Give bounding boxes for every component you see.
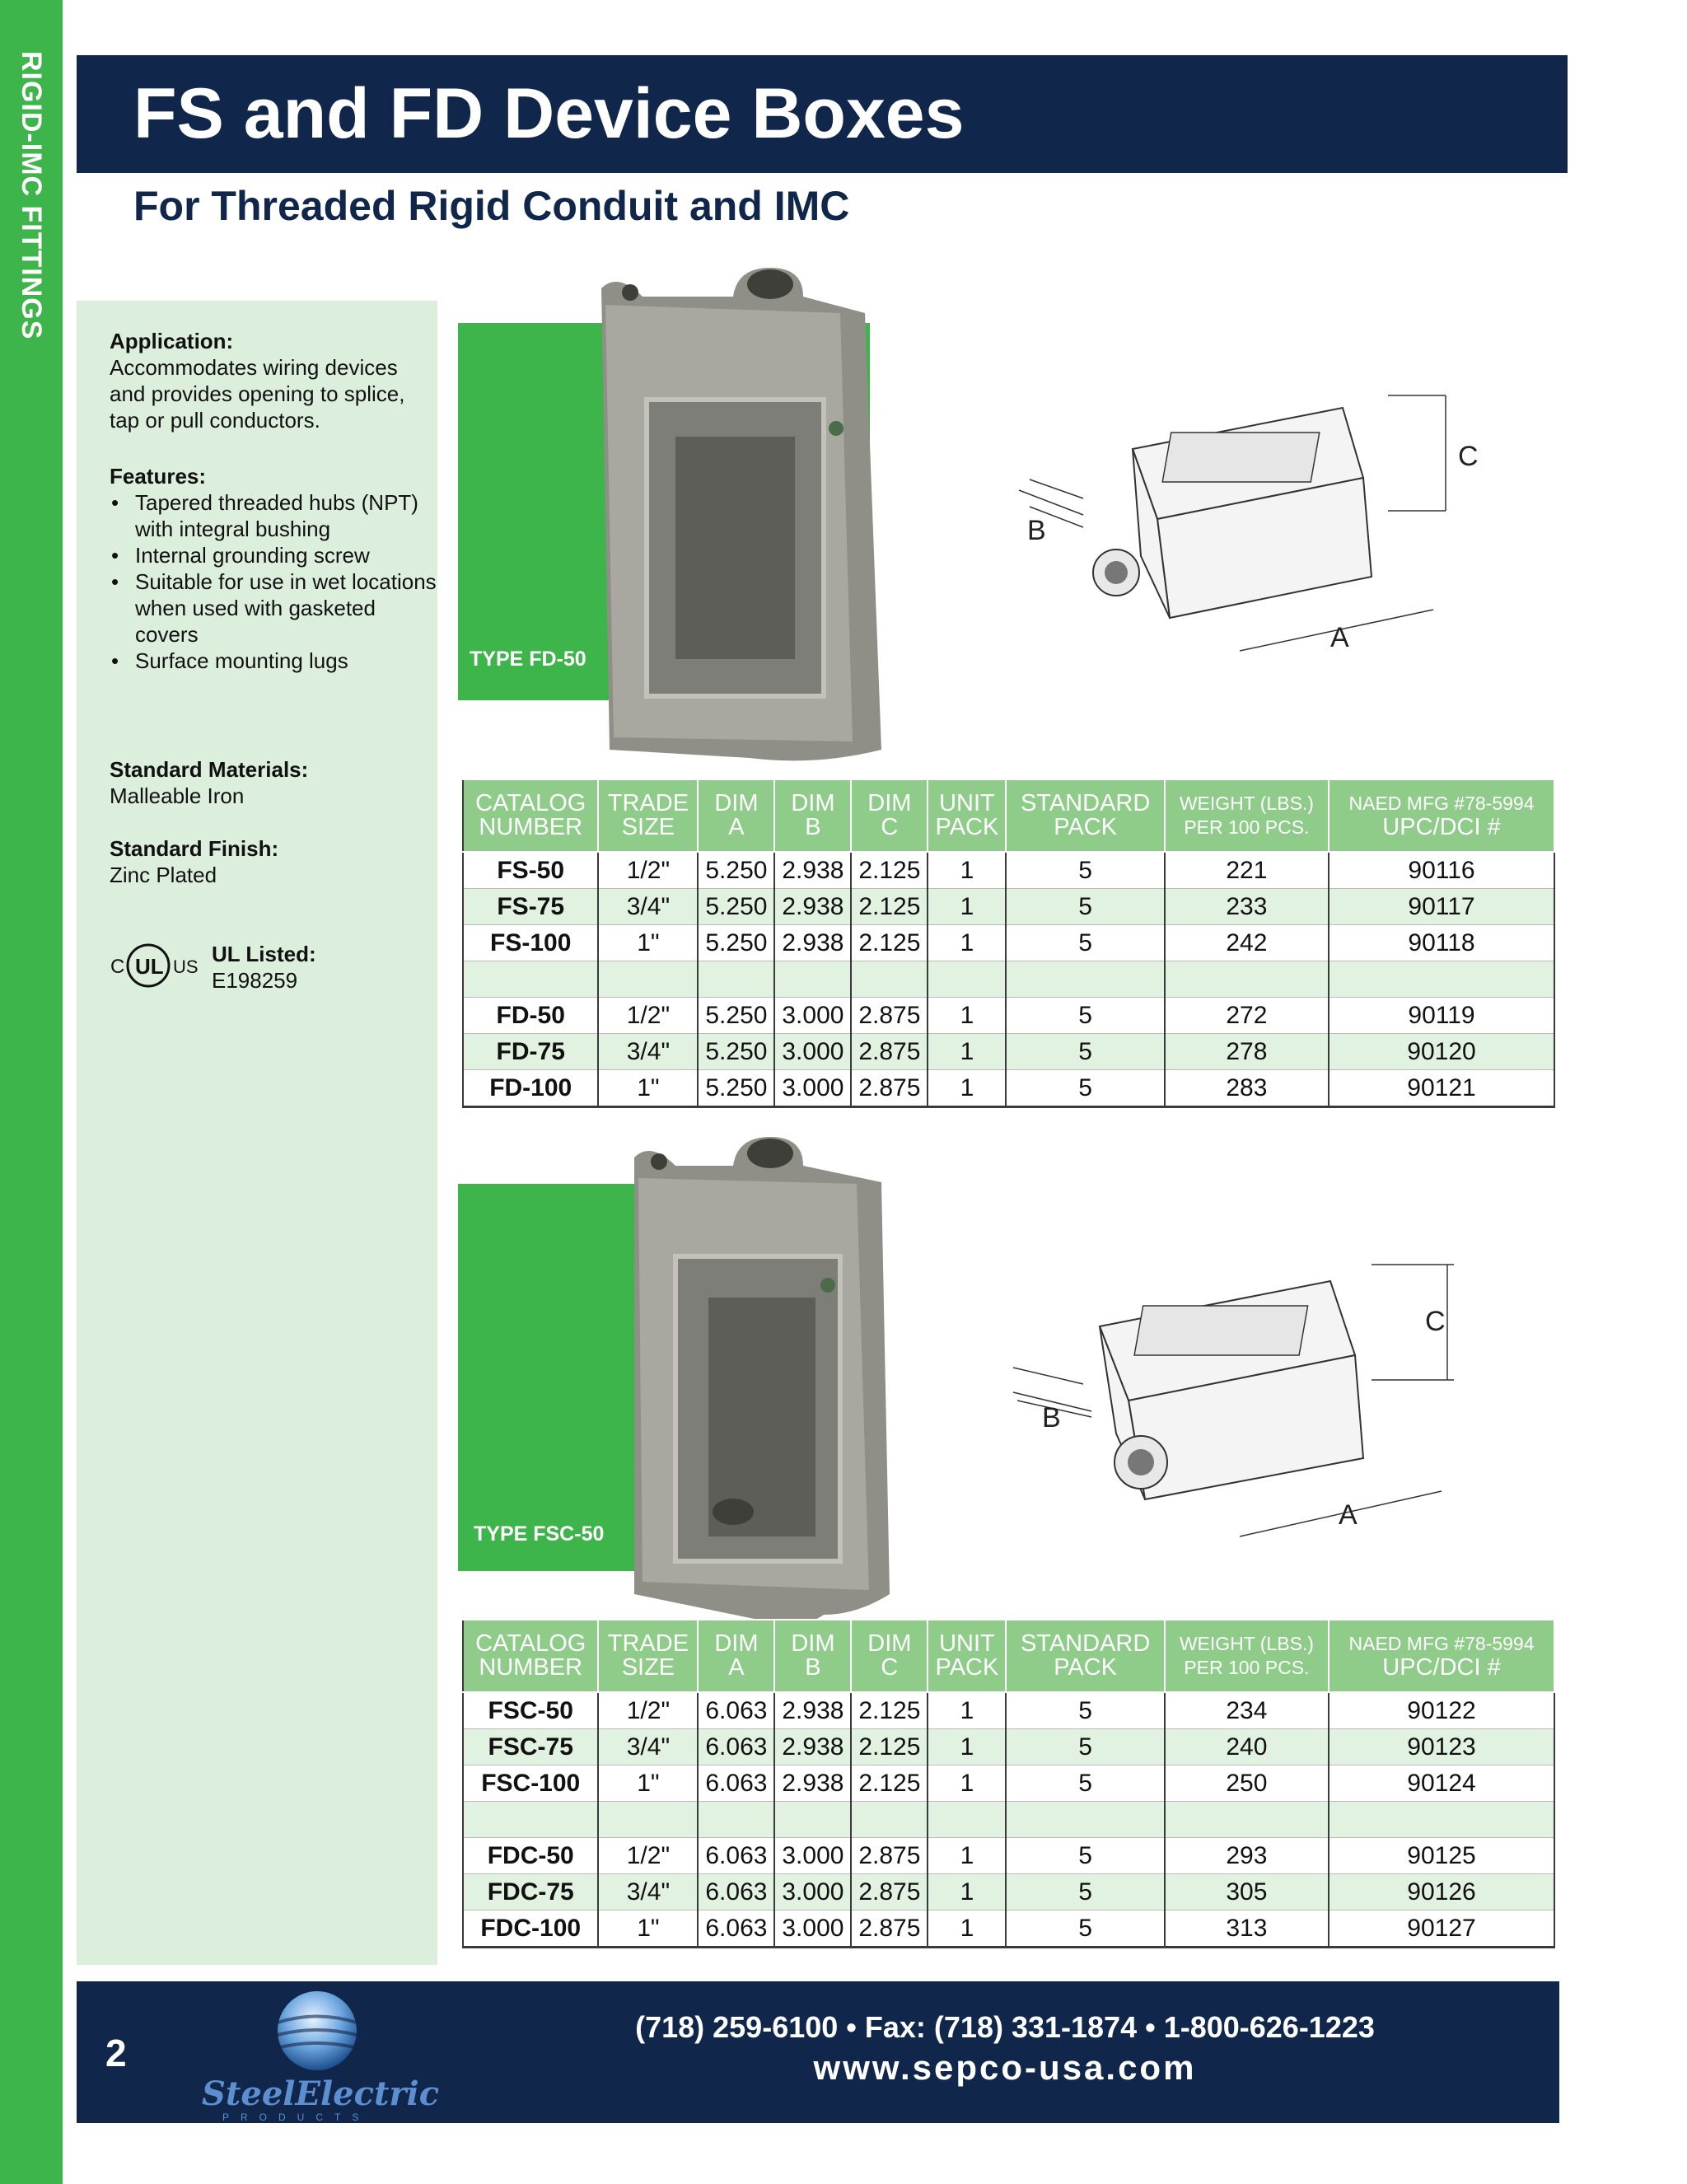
- finish-text: Zinc Plated: [110, 863, 217, 887]
- dim-b-label: B: [1027, 515, 1046, 546]
- header-dim-b: DIM B: [774, 1620, 851, 1692]
- page-subtitle: For Threaded Rigid Conduit and IMC: [133, 183, 850, 229]
- header-dim-c: DIM C: [851, 779, 928, 852]
- table-row: FD-100 1" 5.250 3.000 2.875 1 5 283 90121: [463, 1070, 1554, 1107]
- table-row: FDC-50 1/2" 6.063 3.000 2.875 1 5 293 90125: [463, 1838, 1554, 1874]
- brand-logo-text: SteelElectric: [202, 2074, 440, 2113]
- table-row: FDC-75 3/4" 6.063 3.000 2.875 1 5 305 90126: [463, 1874, 1554, 1910]
- materials-heading: Standard Materials:: [110, 757, 309, 782]
- ul-logo-us: US: [173, 956, 199, 977]
- dim-a-label: A: [1330, 622, 1349, 653]
- dim-a-label: A: [1339, 1499, 1358, 1531]
- photo-caption: TYPE FD-50: [470, 648, 586, 671]
- header-standard-pack: STANDARD PACK: [1006, 779, 1164, 852]
- spec-table-fs-fd: [462, 779, 1555, 1108]
- table-spacer-row: [463, 961, 1554, 998]
- page-title: FS and FD Device Boxes: [133, 74, 965, 153]
- photo-caption: TYPE FSC-50: [474, 1522, 605, 1546]
- table-row: FS-50 1/2" 5.250 2.938 2.125 1 5 221 90116: [463, 852, 1554, 889]
- website-link[interactable]: www.sepco-usa.com: [813, 2048, 1197, 2087]
- features-heading: Features:: [110, 464, 207, 489]
- finish-block: [110, 835, 439, 888]
- globe-logo-icon: [264, 1985, 371, 2076]
- dim-b-label: B: [1042, 1402, 1061, 1433]
- table-header-row: [463, 1620, 1554, 1692]
- table-row: FSC-50 1/2" 6.063 2.938 2.125 1 5 234 90122: [463, 1692, 1554, 1729]
- page-number: 2: [105, 2032, 127, 2074]
- header-weight: WEIGHT (LBS.) PER 100 PCS.: [1165, 779, 1329, 852]
- table-row: FSC-75 3/4" 6.063 2.938 2.125 1 5 240 90123: [463, 1729, 1554, 1765]
- dim-c-label: C: [1425, 1306, 1446, 1337]
- features-block: [110, 463, 439, 674]
- feature-item: • Suitable for use in wet locations when used with gasketed covers: [110, 568, 439, 648]
- table-row: FD-50 1/2" 5.250 3.000 2.875 1 5 272 90119: [463, 998, 1554, 1034]
- table-row: FDC-100 1" 6.063 3.000 2.875 1 5 313 90127: [463, 1910, 1554, 1948]
- table-row: FS-75 3/4" 5.250 2.938 2.125 1 5 233 90117: [463, 889, 1554, 925]
- header-upc: NAED MFG #78-5994 UPC/DCI #: [1329, 779, 1554, 852]
- header-unit-pack: UNIT PACK: [928, 1620, 1006, 1692]
- application-text: Accommodates wiring devices and provides opening to splice, tap or pull conductors.: [110, 355, 405, 433]
- table-row: FD-75 3/4" 5.250 3.000 2.875 1 5 278 90120: [463, 1034, 1554, 1070]
- dimension-diagram: [993, 1248, 1503, 1561]
- ul-logo-ul: UL: [135, 954, 164, 979]
- feature-item: • Internal grounding screw: [110, 542, 439, 568]
- contact-info: (718) 259-6100 • Fax: (718) 331-1874 • 1-800-626-1223: [635, 2010, 1375, 2044]
- section-label: RIGID-IMC FITTINGS: [16, 51, 47, 340]
- table-row: FS-100 1" 5.250 2.938 2.125 1 5 242 90118: [463, 925, 1554, 961]
- finish-heading: Standard Finish:: [110, 836, 279, 861]
- feature-item: • Surface mounting lugs: [110, 648, 439, 674]
- header-dim-a: DIM A: [698, 1620, 774, 1692]
- ul-number: E198259: [212, 968, 298, 993]
- materials-block: [110, 756, 439, 809]
- table-header-row: [463, 779, 1554, 852]
- application-block: [110, 328, 439, 433]
- device-box-photo: [610, 1133, 906, 1627]
- header-dim-b: DIM B: [774, 779, 851, 852]
- device-box-photo: [568, 264, 898, 766]
- dim-c-label: C: [1458, 441, 1479, 472]
- header-catalog-number: CATALOG NUMBER: [463, 1620, 598, 1692]
- materials-text: Malleable Iron: [110, 783, 245, 808]
- ul-block: [212, 941, 418, 994]
- feature-item: • Tapered threaded hubs (NPT) with integral bushing: [110, 489, 439, 542]
- features-list: [110, 489, 439, 674]
- header-weight: WEIGHT (LBS.) PER 100 PCS.: [1165, 1620, 1329, 1692]
- header-catalog-number: CATALOG NUMBER: [463, 779, 598, 852]
- header-upc: NAED MFG #78-5994 UPC/DCI #: [1329, 1620, 1554, 1692]
- ul-heading: UL Listed:: [212, 942, 316, 966]
- header-unit-pack: UNIT PACK: [928, 779, 1006, 852]
- header-trade-size: TRADE SIZE: [598, 1620, 698, 1692]
- spec-table-fsc-fdc: [462, 1619, 1555, 1948]
- application-heading: Application:: [110, 329, 234, 353]
- dimension-diagram: [984, 371, 1495, 684]
- header-trade-size: TRADE SIZE: [598, 779, 698, 852]
- ul-listed-logo-icon: [107, 941, 206, 990]
- table-spacer-row: [463, 1802, 1554, 1838]
- brand-logo-subtext: PRODUCTS: [222, 2112, 371, 2123]
- header-standard-pack: STANDARD PACK: [1006, 1620, 1164, 1692]
- ul-logo-c: C: [110, 956, 125, 978]
- table-row: FSC-100 1" 6.063 2.938 2.125 1 5 250 90124: [463, 1765, 1554, 1802]
- header-dim-c: DIM C: [851, 1620, 928, 1692]
- header-dim-a: DIM A: [698, 779, 774, 852]
